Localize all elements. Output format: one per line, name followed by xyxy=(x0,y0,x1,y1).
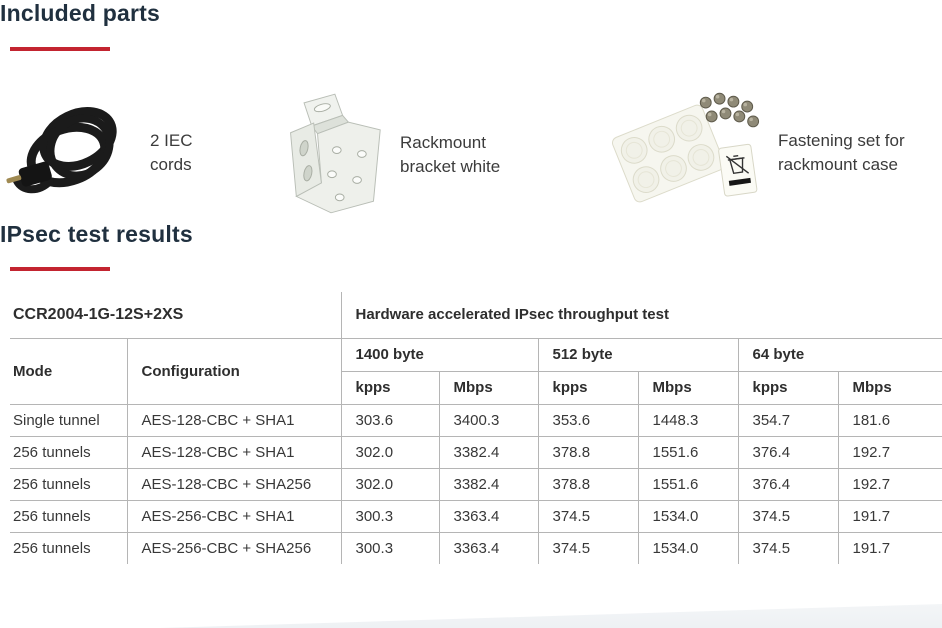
value-cell: 1551.6 xyxy=(638,436,738,468)
value-cell: 3382.4 xyxy=(439,436,538,468)
value-cell: 354.7 xyxy=(738,404,838,436)
part-label-line: rackmount case xyxy=(778,155,898,175)
unit-header-cell: kpps xyxy=(341,371,439,404)
included-parts-title: Included parts xyxy=(0,0,160,26)
table-row xyxy=(10,338,942,371)
value-cell: 1534.0 xyxy=(638,500,738,532)
config-cell: AES-128-CBC + SHA256 xyxy=(127,468,341,500)
mode-cell: Single tunnel xyxy=(10,404,127,436)
value-cell: 3382.4 xyxy=(439,468,538,500)
value-cell: 378.8 xyxy=(538,436,638,468)
power-cord-image xyxy=(4,89,136,218)
part-label-line: Rackmount xyxy=(400,133,486,153)
value-cell: 300.3 xyxy=(341,532,439,564)
mode-cell: 256 tunnels xyxy=(10,436,127,468)
config-cell: AES-256-CBC + SHA256 xyxy=(127,532,341,564)
table-row xyxy=(10,500,942,532)
packet-size-header-cell: 64 byte xyxy=(738,338,942,371)
unit-header-cell: kpps xyxy=(538,371,638,404)
configuration-header-cell: Configuration xyxy=(127,338,341,404)
ipsec-results-title: IPsec test results xyxy=(0,220,193,247)
value-cell: 303.6 xyxy=(341,404,439,436)
unit-header-cell: kpps xyxy=(738,371,838,404)
value-cell: 192.7 xyxy=(838,436,942,468)
table-row xyxy=(10,404,942,436)
part-label-line: bracket white xyxy=(400,157,501,177)
list-item xyxy=(606,89,905,218)
value-cell: 181.6 xyxy=(838,404,942,436)
mode-cell: 256 tunnels xyxy=(10,500,127,532)
included-parts-list xyxy=(0,89,942,221)
value-cell: 300.3 xyxy=(341,500,439,532)
part-label xyxy=(400,131,500,179)
product-name-cell: CCR2004-1G-12S+2XS xyxy=(10,292,341,338)
list-item xyxy=(4,89,193,218)
part-label-line: Fastening set for xyxy=(778,131,905,151)
value-cell: 374.5 xyxy=(538,500,638,532)
part-label xyxy=(150,129,193,177)
mode-header-cell: Mode xyxy=(10,338,127,404)
value-cell: 192.7 xyxy=(838,468,942,500)
value-cell: 374.5 xyxy=(738,500,838,532)
red-accent-rule xyxy=(10,267,110,271)
value-cell: 374.5 xyxy=(538,532,638,564)
value-cell: 1534.0 xyxy=(638,532,738,564)
value-cell: 378.8 xyxy=(538,468,638,500)
packet-size-header-cell: 1400 byte xyxy=(341,338,538,371)
ipsec-results-table xyxy=(10,292,942,564)
red-accent-rule xyxy=(10,47,110,51)
unit-header-cell: Mbps xyxy=(439,371,538,404)
value-cell: 302.0 xyxy=(341,468,439,500)
config-cell: AES-128-CBC + SHA1 xyxy=(127,436,341,468)
value-cell: 376.4 xyxy=(738,436,838,468)
value-cell: 353.6 xyxy=(538,404,638,436)
fastening-set-image xyxy=(606,89,764,218)
config-cell: AES-256-CBC + SHA1 xyxy=(127,500,341,532)
list-item xyxy=(278,89,500,222)
value-cell: 3363.4 xyxy=(439,500,538,532)
config-cell: AES-128-CBC + SHA1 xyxy=(127,404,341,436)
mode-cell: 256 tunnels xyxy=(10,532,127,564)
value-cell: 374.5 xyxy=(738,532,838,564)
table-row xyxy=(10,468,942,500)
part-label xyxy=(778,129,905,177)
bottom-decorative-wedge xyxy=(0,604,942,628)
value-cell: 191.7 xyxy=(838,532,942,564)
value-cell: 3363.4 xyxy=(439,532,538,564)
unit-header-cell: Mbps xyxy=(638,371,738,404)
part-label-line: 2 IEC xyxy=(150,131,193,151)
value-cell: 3400.3 xyxy=(439,404,538,436)
mode-cell: 256 tunnels xyxy=(10,468,127,500)
value-cell: 376.4 xyxy=(738,468,838,500)
table-row xyxy=(10,532,942,564)
rackmount-bracket-image xyxy=(278,89,386,222)
table-row xyxy=(10,292,942,338)
part-label-line: cords xyxy=(150,155,192,175)
value-cell: 1551.6 xyxy=(638,468,738,500)
packet-size-header-cell: 512 byte xyxy=(538,338,738,371)
test-title-cell: Hardware accelerated IPsec throughput test xyxy=(341,292,942,338)
value-cell: 191.7 xyxy=(838,500,942,532)
value-cell: 1448.3 xyxy=(638,404,738,436)
table-row xyxy=(10,436,942,468)
value-cell: 302.0 xyxy=(341,436,439,468)
unit-header-cell: Mbps xyxy=(838,371,942,404)
